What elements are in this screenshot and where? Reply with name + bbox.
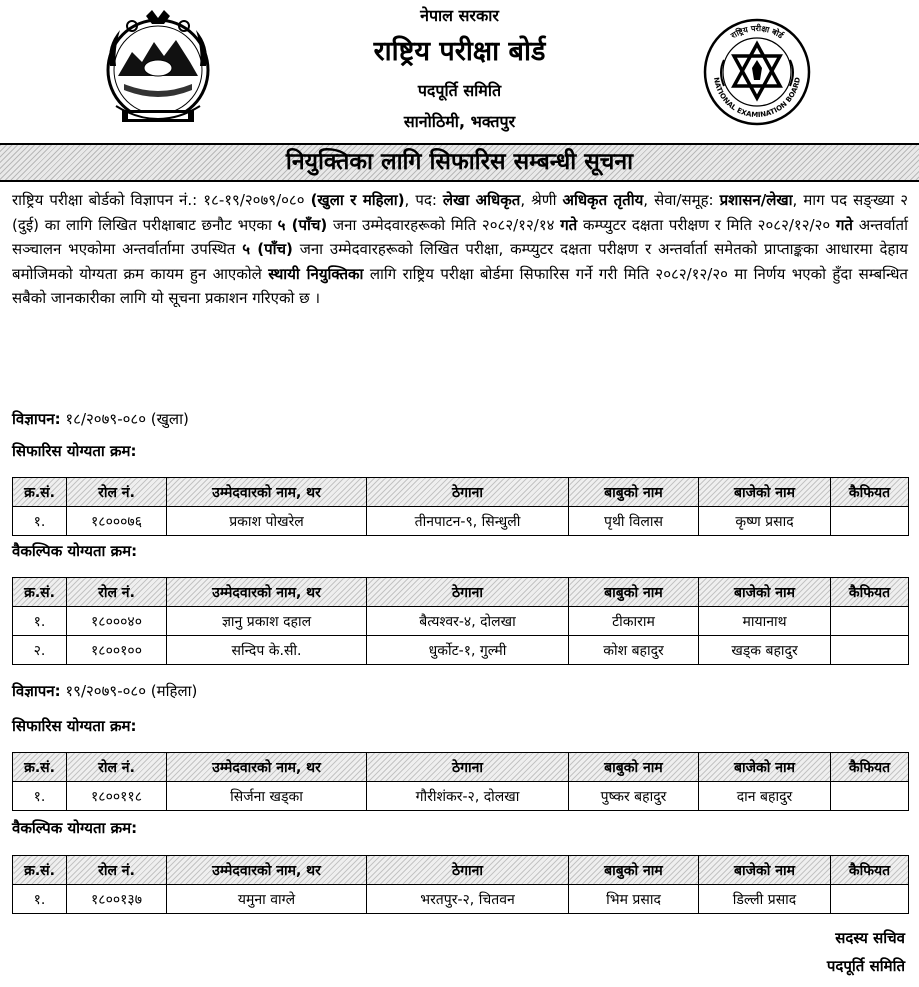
cell-roll-number: १८००१३७ (67, 885, 167, 914)
cell-roll-number: १८०००७६ (67, 507, 167, 536)
column-header-serial-number: क्र.सं. (13, 478, 67, 507)
advertisement-value: १८/२०७९-०८० (खुला) (60, 410, 189, 428)
table-header-row (13, 753, 909, 782)
notice-text: लागि राष्ट्रिय परीक्षा बोर्डमा सिफारिस गर्ने गरी मिति २०८२/१२/२० मा निर्णय भएको हुँदा सम्बन्धित सबैको जानकारीका लागि यो सूचना प्रकाशन गरिएको छ । (12, 264, 908, 307)
table-header-row (13, 578, 909, 607)
cell-candidate-name: यमुना वाग्ले (167, 885, 367, 914)
column-header-candidate-name: उम्मेदवारको नाम, थर (167, 478, 367, 507)
cell-remarks (831, 507, 909, 536)
column-header-address: ठेगाना (367, 578, 569, 607)
notice-text-bold: स्थायी नियुक्तिका (268, 264, 364, 283)
column-header-candidate-name: उम्मेदवारको नाम, थर (167, 753, 367, 782)
column-header-roll-number: रोल नं. (67, 578, 167, 607)
cell-serial-number: २. (13, 636, 67, 665)
table-header-row (13, 478, 909, 507)
column-header-remarks: कैफियत (831, 478, 909, 507)
alternate-table (12, 577, 909, 665)
cell-serial-number: १. (13, 885, 67, 914)
notice-text-bold: अधिकृत तृतीय (562, 191, 644, 209)
notice-text: जना उम्मेदवारहरूको मिति २०८२/१२/१४ (327, 215, 561, 234)
cell-grandfather-name: कृष्ण प्रसाद (699, 507, 831, 536)
cell-address: भरतपुर-२, चितवन (367, 885, 569, 914)
cell-candidate-name: सिर्जना खड्का (167, 782, 367, 811)
column-header-remarks: कैफियत (831, 578, 909, 607)
column-header-remarks: कैफियत (831, 753, 909, 782)
notice-text-bold: लेखा अधिकृत (442, 191, 521, 209)
cell-grandfather-name: मायानाथ (699, 607, 831, 636)
notice-text: अन्तर्वार्ता सञ्चालन भएकोमा अन्तर्वार्तामा उपस्थित (12, 215, 908, 258)
advertisement-key: विज्ञापन: (12, 410, 61, 428)
column-header-candidate-name: उम्मेदवारको नाम, थर (167, 856, 367, 885)
table-header-row (13, 856, 909, 885)
column-header-grandfather-name: बाजेको नाम (699, 478, 831, 507)
cell-roll-number: १८०००४० (67, 607, 167, 636)
table-row (13, 607, 909, 636)
recommended-table (12, 477, 909, 536)
table-row (13, 885, 909, 914)
cell-grandfather-name: डिल्ली प्रसाद (699, 885, 831, 914)
column-header-remarks: कैफियत (831, 856, 909, 885)
cell-remarks (831, 782, 909, 811)
table-row (13, 782, 909, 811)
column-header-serial-number: क्र.सं. (13, 856, 67, 885)
cell-address: बैत्यश्वर-४, दोलखा (367, 607, 569, 636)
cell-serial-number: १. (13, 782, 67, 811)
seal-top-text: राष्ट्रिय परीक्षा बोर्ड (729, 23, 785, 41)
advertisement-key: विज्ञापन: (12, 682, 61, 700)
cell-roll-number: १८००१०० (67, 636, 167, 665)
cell-father-name: टीकाराम (569, 607, 699, 636)
cell-address: गौरीशंकर-२, दोलखा (367, 782, 569, 811)
cell-remarks (831, 607, 909, 636)
notice-title: नियुक्तिका लागि सिफारिस सम्बन्धी सूचना (0, 143, 919, 182)
alternate-order-label (12, 818, 137, 838)
board-address: सानोठिमी, भक्तपुर (403, 112, 516, 131)
column-header-address: ठेगाना (367, 856, 569, 885)
cell-remarks (831, 636, 909, 665)
cell-grandfather-name: दान बहादुर (699, 782, 831, 811)
board-name: राष्ट्रिय परीक्षा बोर्ड (373, 36, 546, 67)
notice-text: जना उम्मेदवारहरूको लिखित परीक्षा, कम्प्युटर दक्षता परीक्षण र अन्तर्वार्ता समेतको प्राप्ताङ्कका आधारमा देहाय बमोजिमको योग्यता क्रम कायम हुन आएकोले (12, 240, 908, 283)
column-header-serial-number: क्र.सं. (13, 753, 67, 782)
notice-text-bold: गते (835, 215, 853, 234)
column-header-roll-number: रोल नं. (67, 856, 167, 885)
column-header-roll-number: रोल नं. (67, 753, 167, 782)
alternate-order-text: वैकल्पिक योग्यता क्रम: (12, 819, 138, 837)
advertisement-label (12, 409, 189, 429)
notice-text: , माग पद सङ्ख्या २ (दुई) का लागि लिखित परीक्षाबाट छनौट भएका (12, 191, 908, 234)
notice-text-bold: (खुला र महिला) (310, 191, 405, 209)
cell-candidate-name: सन्दिप के.सी. (167, 636, 367, 665)
government-name: नेपाल सरकार (420, 6, 499, 25)
column-header-father-name: बाबुको नाम (569, 856, 699, 885)
recommended-order-text: सिफारिस योग्यता क्रम: (12, 442, 137, 460)
cell-father-name: कोश बहादुर (569, 636, 699, 665)
notice-text-bold: ५ (पाँच) (242, 240, 293, 258)
cell-father-name: भिम प्रसाद (569, 885, 699, 914)
column-header-grandfather-name: बाजेको नाम (699, 753, 831, 782)
cell-grandfather-name: खड्क बहादुर (699, 636, 831, 665)
column-header-address: ठेगाना (367, 478, 569, 507)
cell-serial-number: १. (13, 507, 67, 536)
cell-candidate-name: प्रकाश पोखरेल (167, 507, 367, 536)
advertisement-label (12, 681, 197, 701)
column-header-father-name: बाबुको नाम (569, 753, 699, 782)
notice-text: राष्ट्रिय परीक्षा बोर्डको विज्ञापन नं.: १८-१९/२०७९/०८० (12, 191, 311, 209)
committee-name: पदपूर्ति समिति (417, 81, 502, 100)
signatory-committee: पदपूर्ति समिति (826, 957, 905, 975)
notice-text-bold: प्रशासन/लेखा (719, 191, 793, 209)
letterhead (0, 0, 919, 143)
column-header-serial-number: क्र.सं. (13, 578, 67, 607)
cell-roll-number: १८००११८ (67, 782, 167, 811)
column-header-father-name: बाबुको नाम (569, 578, 699, 607)
column-header-grandfather-name: बाजेको नाम (699, 578, 831, 607)
cell-father-name: पृथी विलास (569, 507, 699, 536)
cell-remarks (831, 885, 909, 914)
notice-text-bold: गते (560, 215, 578, 234)
table-row (13, 507, 909, 536)
exam-board-seal-icon (700, 14, 814, 126)
alternate-order-text: वैकल्पिक योग्यता क्रम: (12, 542, 138, 560)
recommended-order-text: सिफारिस योग्यता क्रम: (12, 717, 137, 735)
column-header-candidate-name: उम्मेदवारको नाम, थर (167, 578, 367, 607)
column-header-address: ठेगाना (367, 753, 569, 782)
recommended-order-label (12, 716, 137, 736)
notice-text: कम्प्युटर दक्षता परीक्षण र मिति २०८२/१२/२० (577, 215, 836, 234)
cell-address: धुर्कोट-१, गुल्मी (367, 636, 569, 665)
advertisement-value: १९/२०७९-०८० (महिला) (60, 682, 198, 700)
cell-father-name: पुष्कर बहादुर (569, 782, 699, 811)
signatory-title: सदस्य सचिव (835, 929, 905, 947)
cell-candidate-name: ज्ञानु प्रकाश दहाल (167, 607, 367, 636)
cell-address: तीनपाटन-९, सिन्धुली (367, 507, 569, 536)
recommended-order-label (12, 441, 137, 461)
notice-text: , पद: (404, 191, 443, 209)
column-header-roll-number: रोल नं. (67, 478, 167, 507)
column-header-grandfather-name: बाजेको नाम (699, 856, 831, 885)
cell-serial-number: १. (13, 607, 67, 636)
seal-bottom-text: NATIONAL EXAMINATION BOARD (712, 76, 802, 120)
notice-text: , सेवा/समूह: (643, 191, 720, 209)
notice-body (12, 188, 908, 311)
alternate-table (12, 855, 909, 914)
alternate-order-label (12, 541, 137, 561)
table-row (13, 636, 909, 665)
column-header-father-name: बाबुको नाम (569, 478, 699, 507)
notice-text-bold: ५ (पाँच) (277, 215, 328, 234)
recommended-table (12, 752, 909, 811)
notice-text: , श्रेणी (520, 191, 563, 209)
